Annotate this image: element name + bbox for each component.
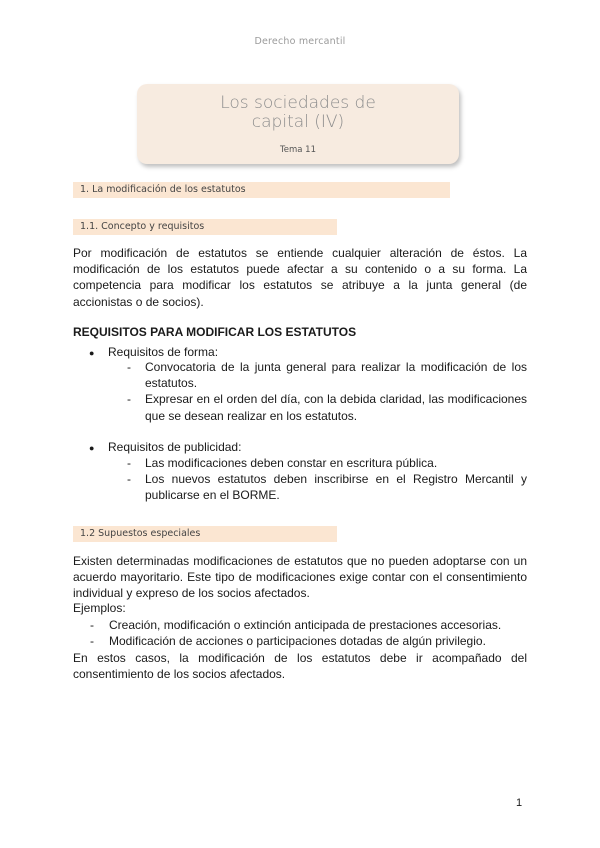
bullet-publicity-requirements (89, 439, 241, 456)
list-item: - Expresar en el orden del día, con la debida claridad, las modificaciones que se desean realizar en los estatutos. (127, 392, 527, 423)
closing-paragraph: En estos casos, la modificación de los estatutos debe ir acompañado del consentimiento de los socios afectados. (73, 651, 527, 682)
list-item: - Modificación de acciones o participaciones dotadas de algún privilegio. (90, 634, 486, 649)
special-cases-paragraph: Existen determinadas modificaciones de estatutos que no pueden adoptarse con un acuerdo mayoritario. Este tipo de modificaciones exige contar con el consentimiento individual y expreso de los socios afectados. (73, 554, 527, 601)
intro-paragraph: Por modificación de estatutos se entiende cualquier alteración de éstos. La modificación de los estatutos puede afectar a su contenido o a su forma. La competencia para modificar los estatutos se atribuye a la junta general (de accionistas o de socios). (73, 246, 527, 309)
examples-label: Ejemplos: (73, 601, 126, 615)
running-header: Derecho mercantil (254, 36, 346, 47)
list-item: - Creación, modificación o extinción anticipada de prestaciones accesorias. (90, 618, 502, 632)
dash-icon: - (90, 618, 94, 632)
dash-icon: - (127, 392, 131, 407)
document-title: Los sociedades de capital (IV) (220, 93, 376, 132)
bullet-label: Requisitos de forma: (108, 345, 219, 359)
bullet-icon: ● (89, 348, 95, 358)
examples-list (90, 617, 527, 649)
page-number: 1 (516, 797, 523, 809)
bullet-icon: ● (89, 443, 95, 453)
requirements-title: REQUISITOS PARA MODIFICAR LOS ESTATUTOS (73, 325, 357, 339)
subsection-heading-supuestos: 1.2 Supuestos especiales (73, 526, 337, 542)
dash-icon: - (127, 472, 131, 487)
topic-number: Tema 11 (280, 145, 316, 155)
list-item: - Los nuevos estatutos deben inscribirse en el Registro Mercantil y publicarse en el BORME. (127, 472, 527, 503)
subsection-heading-concepto: 1.1. Concepto y requisitos (73, 219, 337, 235)
list-item: - Convocatoria de la junta general para realizar la modificación de los estatutos. (127, 360, 527, 391)
bullet-label: Requisitos de publicidad: (108, 440, 242, 454)
dash-icon: - (127, 456, 131, 470)
form-requirements-list (127, 359, 527, 424)
title-card (137, 84, 459, 164)
list-item: - Las modificaciones deben constar en escritura pública. (127, 456, 438, 470)
section-heading: 1. La modificación de los estatutos (73, 182, 450, 198)
dash-icon: - (90, 634, 94, 649)
publicity-requirements-list (127, 455, 527, 504)
dash-icon: - (127, 360, 131, 374)
